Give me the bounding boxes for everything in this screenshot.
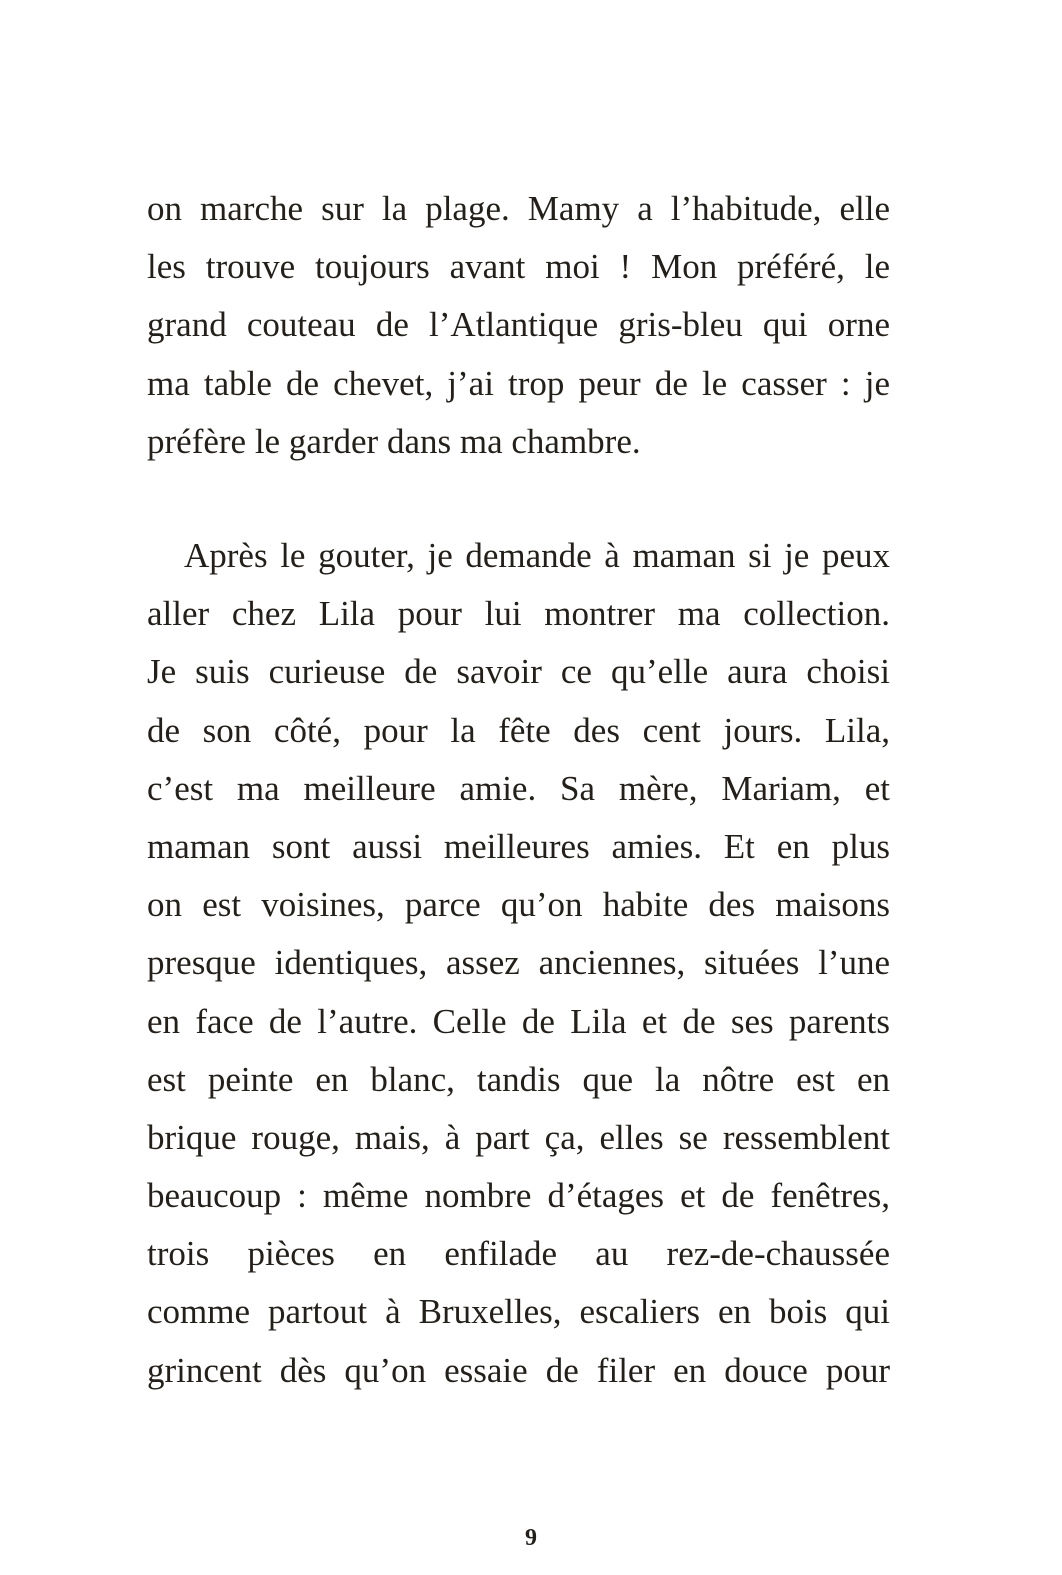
paragraph-1 [147, 180, 890, 471]
text-line: de son côté, pour la fête des cent jours. Lila, [147, 710, 890, 750]
text-line: comme partout à Bruxelles, escaliers en bois qui [147, 1292, 890, 1332]
text-line: grand couteau de l’Atlantique gris-bleu qui orne [147, 305, 890, 345]
text-line: maman sont aussi meilleures amies. Et en plus [147, 826, 890, 866]
text-line: c’est ma meilleure amie. Sa mère, Mariam, et [147, 768, 890, 808]
text-line: Je suis curieuse de savoir ce qu’elle aura choisi [147, 652, 890, 692]
text-line: presque identiques, assez anciennes, situées l’une [147, 943, 890, 983]
text-line: aller chez Lila pour lui montrer ma collection. [147, 594, 890, 634]
text-line: on est voisines, parce qu’on habite des maisons [147, 885, 890, 925]
text-line: préfère le garder dans ma chambre. [147, 421, 641, 461]
text-line: les trouve toujours avant moi ! Mon préféré, le [147, 247, 890, 287]
text-line: en face de l’autre. Celle de Lila et de ses parents [147, 1001, 890, 1041]
text-line: Après le gouter, je demande à maman si je peux [184, 536, 890, 575]
text-line: est peinte en blanc, tandis que la nôtre est en [147, 1059, 890, 1099]
page-number: 9 [525, 1525, 537, 1551]
text-line: grincent dès qu’on essaie de filer en douce pour [147, 1350, 890, 1390]
text-line: trois pièces en enfilade au rez-de-chaussée [147, 1234, 890, 1274]
text-line: on marche sur la plage. Mamy a l’habitude, elle [147, 189, 890, 228]
text-line: beaucoup : même nombre d’étages et de fenêtres, [147, 1176, 890, 1216]
paragraph-2 [147, 527, 890, 1400]
text-line: brique rouge, mais, à part ça, elles se ressemblent [147, 1117, 890, 1157]
text-line: ma table de chevet, j’ai trop peur de le casser : je [147, 363, 890, 403]
